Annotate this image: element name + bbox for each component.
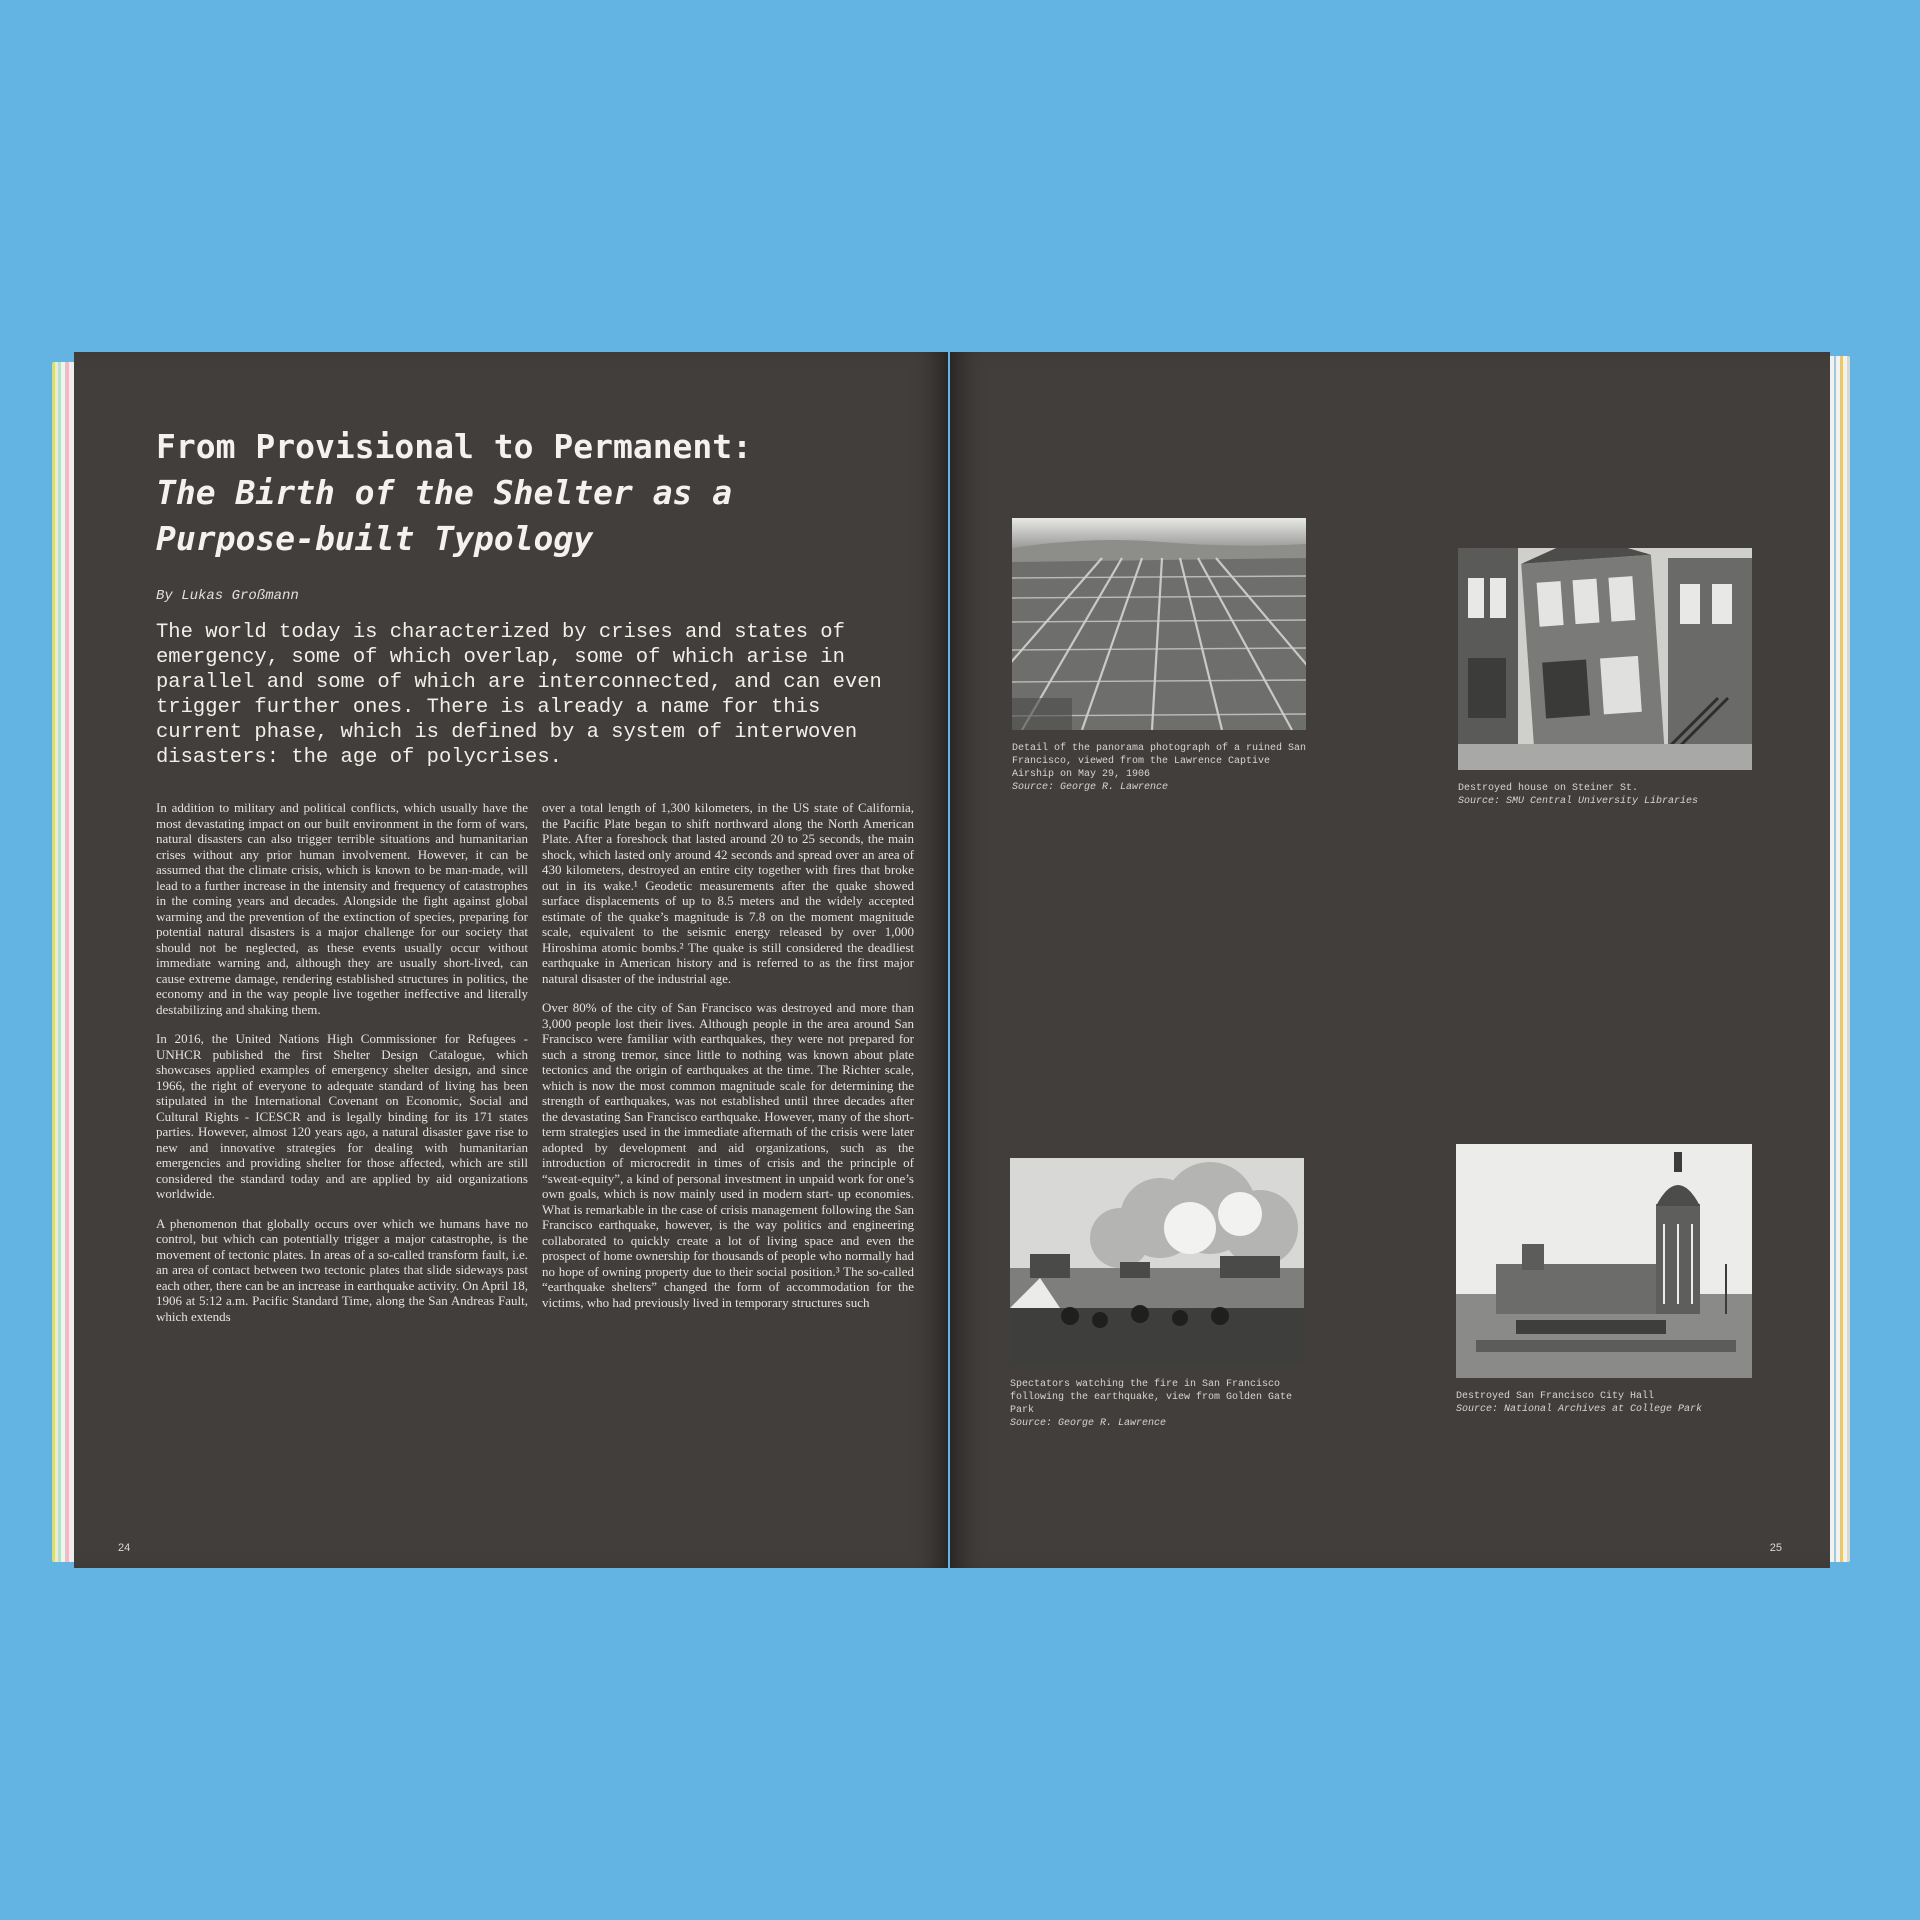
fire-smoke-photo-icon (1010, 1158, 1304, 1366)
paragraph: over a total length of 1,300 kilometers, in the US state of California, the Pacific Plate began to shift northward along the North American Plate. After a foreshock that lasted around 20 to 25 seconds, the main shock, which lasted only around 42 seconds and spread over an area of 430 kilometers, destroyed an entire city together with fires that broke out in its wake.¹ Geodetic measurements after the quake showed surface displacements of up to 8.5 meters and the widely accepted estimate of the quake’s magnitude is 7.8 on the moment magnitude scale, equivalent to the seismic energy released by over 1,000 Hiroshima atomic bombs.² The quake is still considered the deadliest earthquake in American history and is referred to as the first major natural disaster of the industrial age. (542, 800, 914, 986)
figure-caption (1012, 742, 1308, 794)
figure-caption (1010, 1378, 1310, 1430)
city-hall-ruins-photo-icon (1456, 1144, 1752, 1378)
figure-fire-spectators (1010, 1158, 1310, 1430)
article-title (156, 424, 936, 562)
paragraph: Over 80% of the city of San Francisco was destroyed and more than 3,000 people lost their lives. Although people in the area around San Francisco were familiar with earthquakes, they were not prepared for such a strong tremor, since little to nothing was known about plate tectonics and the origin of earthquakes at the time. The Richter scale, which is now the most common magnitude scale for determining the strength of earthquakes, was not established until three decades after the devastating San Francisco earthquake. However, many of the short-term strategies used in the immediate aftermath of the crisis were later adopted by development and aid organizations, such as the introduction of microcredit in times of crisis and the principle of “sweat-equity”, a kind of personal investment in unpaid work for one’s own goals, which is now mainly used in modern start- up economies. What is remarkable in the case of crisis management following the San Francisco earthquake, however, is the way politics and engineering collaborated to quickly create a lot of living space and even the prospect of home ownership for thousands of people who normally had no hope of owning property due to their social position.³ The so-called “earthquake shelters” changed the form of accommodation for the victims, who had previously lived in temporary structures such (542, 1000, 914, 1310)
paragraph: A phenomenon that globally occurs over which we humans have no control, but which can potentially trigger a major catastrophe, is the movement of tectonic plates. In areas of a so-called transform fault, i.e. an area of contact between two tectonic plates that slide sideways past each other, there can be an increase in earthquake activity. On April 18, 1906 at 5:12 a.m. Pacific Standard Time, along the San Andreas Fault, which extends (156, 1215, 528, 1324)
caption-source: Source: National Archives at College Park (1456, 1404, 1703, 1415)
figure-caption (1456, 1390, 1756, 1416)
page-left (74, 352, 948, 1568)
lead-paragraph: The world today is characterized by crises and states of emergency, some of which overlap, some of which arise in parallel and some of which are interconnected, and can even trigger further ones. There is already a name for this current phase, which is defined by a system of interwoven disasters: the age of polycrises. (156, 621, 882, 769)
aerial-ruins-photo-icon (1012, 518, 1306, 730)
figure-caption (1458, 782, 1754, 808)
caption-text: Detail of the panorama photograph of a ruined San Francisco, viewed from the Lawrence Captive Airship on May 29, 1906 (1012, 743, 1307, 780)
caption-text: Spectators watching the fire in San Francisco following the earthquake, view from Golden Gate Park (1010, 1379, 1293, 1416)
caption-source: Source: SMU Central University Libraries (1458, 796, 1699, 807)
paragraph: In 2016, the United Nations High Commissioner for Refugees - UNHCR published the first Shelter Design Catalogue, which showcases applied examples of emergency shelter design, and since 1966, the right of everyone to adequate standard of living has been stipulated in the International Covenant on Economic, Social and Cultural Rights - ICESCR and is legally binding for its 171 states parties. However, almost 120 years ago, a natural disaster gave rise to new and innovative strategies for dealing with humanitarian emergencies and providing shelter for those affected, which are still considered the standard today and are applied by aid organizations worldwide. (156, 1031, 528, 1201)
caption-text: Destroyed San Francisco City Hall (1456, 1391, 1655, 1402)
text-column-1 (156, 800, 528, 1338)
paragraph: In addition to military and political conflicts, which usually have the most devastating impact on our built environment in the form of wars, natural disasters can also trigger terrible situations and humanitarian crises without any prior human involvement. However, it can be assumed that the climate crisis, which is known to be man-made, will lead to a further increase in the intensity and frequency of catastrophes in the coming years and decades. Alongside the fight against global warming and the prevention of the extinction of species, preparing for potential natural disasters is a major challenge for our society that should not be neglected, as these events usually occur without immediate warning and, although they are usually short-lived, can cause extreme damage, rendering established structures in politics, the economy and in the way people live together ineffective and literally destabilizing and shaking them. (156, 800, 528, 1017)
figure-city-hall (1456, 1144, 1756, 1416)
title-line-1: From Provisional to Permanent: (156, 427, 753, 466)
title-line-2: The Birth of the Shelter as a (156, 473, 733, 512)
page-number-right: 25 (1769, 1542, 1782, 1554)
magazine-spread (52, 352, 1852, 1568)
caption-text: Destroyed house on Steiner St. (1458, 783, 1639, 794)
figure-aerial-ruins (1012, 518, 1308, 794)
title-line-3: Purpose-built Typology (156, 519, 594, 558)
byline: By Lukas Großmann (156, 588, 299, 604)
caption-source: Source: George R. Lawrence (1010, 1418, 1167, 1429)
figure-collapsed-house (1458, 548, 1754, 808)
page-right (950, 352, 1830, 1568)
caption-source: Source: George R. Lawrence (1012, 782, 1169, 793)
page-number-left: 24 (118, 1542, 131, 1554)
collapsed-house-photo-icon (1458, 548, 1752, 770)
text-column-2 (542, 800, 914, 1324)
